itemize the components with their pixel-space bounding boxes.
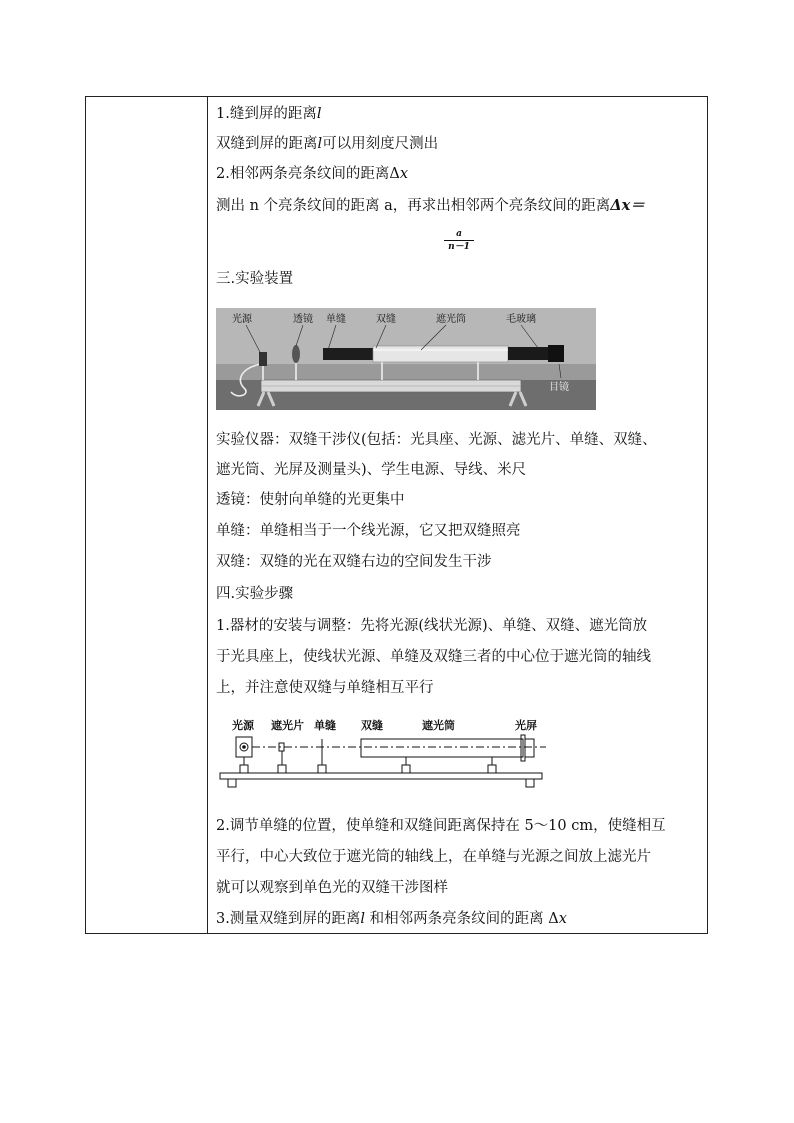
step-1-line-3: 上，并注意使双缝与单缝相互平行 <box>216 680 434 696</box>
apparatus-photo <box>216 308 596 410</box>
photo-label-light-source: 光源 <box>232 314 252 325</box>
photo-label-single-slit: 单缝 <box>326 314 346 325</box>
schematic-diagram <box>216 713 556 797</box>
step-2-line-2: 平行，中心大致位于遮光筒的轴线上，在单缝与光源之间放上滤光片 <box>216 849 651 865</box>
line-4: 测出 n 个亮条纹间的距离 a，再求出相邻两个亮条纹间的距离Δx＝ <box>216 197 645 214</box>
step-3: 3.测量双缝到屏的距离l 和相邻两条亮条纹间的距离 Δx <box>216 911 567 927</box>
para-double-slit: 双缝：双缝的光在双缝右边的空间发生干涉 <box>216 554 492 570</box>
heading-steps: 四.实验步骤 <box>216 586 294 602</box>
para-lens: 透镜：使射向单缝的光更集中 <box>216 492 405 508</box>
diagram-label-filter: 遮光片 <box>271 719 304 732</box>
step-1-line-2: 于光具座上，使线状光源、单缝及双缝三者的中心位于遮光筒的轴线 <box>216 649 651 665</box>
fraction: a n－1 <box>444 229 474 252</box>
step-2-line-1: 2.调节单缝的位置，使单缝和双缝间距离保持在 5～10 cm，使缝相互 <box>216 818 666 834</box>
para-instruments-1: 实验仪器：双缝干涉仪(包括：光具座、光源、滤光片、单缝、双缝、 <box>216 432 657 448</box>
photo-label-tube: 遮光筒 <box>436 314 466 325</box>
content-table <box>85 96 708 934</box>
diagram-label-light-source: 光源 <box>232 719 254 732</box>
diagram-label-screen: 光屏 <box>515 719 537 732</box>
line-3: 2.相邻两条亮条纹间的距离Δx <box>216 166 409 182</box>
photo-label-lens: 透镜 <box>293 314 313 325</box>
diagram-label-single-slit: 单缝 <box>314 719 336 732</box>
heading-apparatus: 三.实验装置 <box>216 271 294 287</box>
para-single-slit: 单缝：单缝相当于一个线光源，它又把双缝照亮 <box>216 523 521 539</box>
photo-label-ground-glass: 毛玻璃 <box>506 314 536 325</box>
step-1-line-1: 1.器材的安装与调整：先将光源(线状光源)、单缝、双缝、遮光筒放 <box>216 618 648 634</box>
photo-label-eyepiece: 目镜 <box>549 382 569 393</box>
column-divider <box>207 97 208 933</box>
step-2-line-3: 就可以观察到单色光的双缝干涉图样 <box>216 880 448 896</box>
photo-label-double-slit: 双缝 <box>376 314 396 325</box>
line-2: 双缝到屏的距离l可以用刻度尺测出 <box>216 136 439 152</box>
line-1: 1.缝到屏的距离l <box>216 106 322 122</box>
diagram-label-double-slit: 双缝 <box>361 719 383 732</box>
diagram-label-tube: 遮光筒 <box>422 719 455 732</box>
para-instruments-2: 遮光筒、光屏及测量头)、学生电源、导线、米尺 <box>216 462 527 478</box>
